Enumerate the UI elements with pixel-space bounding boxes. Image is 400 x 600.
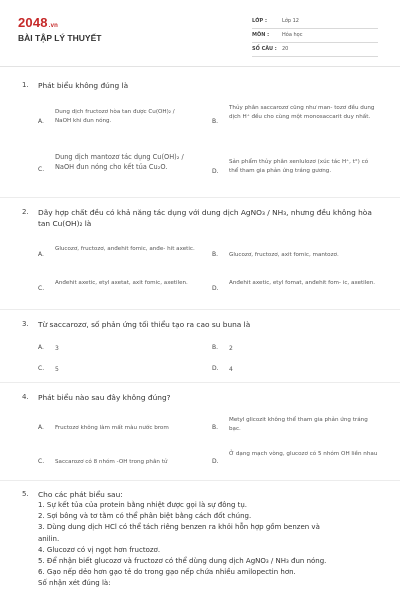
option-label: D. bbox=[212, 168, 219, 175]
question-text: Dãy hợp chất đều có khả năng tác dụng với dung dịch AgNO₃ / NH₃, nhưng đều không hòa tan Cu(OH)₂ là bbox=[38, 208, 372, 228]
meta-key: LỚP : bbox=[252, 18, 267, 24]
option-label: C. bbox=[38, 166, 45, 173]
question-separator bbox=[0, 480, 400, 481]
question-separator bbox=[0, 382, 400, 383]
option-text: Glucozơ, fructozơ, anđehit fomic, anđe- hit axetic. bbox=[55, 246, 195, 252]
option-text: Dung dịch mantozơ tác dụng Cu(OH)₂ / NaOH đun nóng cho kết tủa Cu₂O. bbox=[55, 153, 184, 171]
option-label: A. bbox=[38, 424, 44, 431]
option-label: A. bbox=[38, 251, 44, 258]
statement-list bbox=[38, 500, 388, 590]
option-text: 2 bbox=[229, 345, 233, 352]
option-label: D. bbox=[212, 365, 219, 372]
option-text: Metyl glicozit không thể tham gia phản ứng tráng bạc. bbox=[229, 417, 368, 432]
option-label: B. bbox=[212, 118, 219, 125]
meta-subject bbox=[252, 30, 378, 43]
logo-sub: .vn bbox=[48, 23, 59, 29]
option-text: 4 bbox=[229, 366, 233, 373]
meta-grade bbox=[252, 16, 378, 29]
option-label: B. bbox=[212, 424, 219, 431]
option-text: Thủy phân saccarozơ cũng như man- tozơ đều dung dịch H⁺ đều cho cùng một monosaccarit duy nhất. bbox=[229, 105, 375, 120]
option-label: B. bbox=[212, 344, 219, 351]
question-text: Từ saccarozơ, số phản ứng tối thiểu tạo ra cao su buna là bbox=[38, 320, 251, 329]
option-label: D. bbox=[212, 458, 219, 465]
question-number: 3. bbox=[22, 320, 29, 328]
worksheet-title: BÀI TẬP LÝ THUYẾT bbox=[18, 33, 102, 43]
page-header bbox=[0, 0, 400, 82]
question-number: 2. bbox=[22, 208, 29, 216]
logo-main: 2048 bbox=[18, 15, 48, 30]
meta-value: Hóa học bbox=[282, 32, 303, 38]
meta-value: Lớp 12 bbox=[282, 18, 299, 24]
statement: anilin. bbox=[38, 534, 60, 543]
option-text: 3 bbox=[55, 345, 59, 352]
meta-question-count bbox=[252, 44, 378, 57]
statement: 3. Dùng dung dịch HCl có thể tách riêng benzen ra khỏi hỗn hợp gồm benzen và bbox=[38, 523, 320, 532]
question-text: Phát biểu không đúng là bbox=[38, 81, 129, 90]
question-number: 5. bbox=[22, 490, 29, 498]
option-text: Saccarozơ có 8 nhóm -OH trong phân tử bbox=[55, 459, 168, 465]
option-label: A. bbox=[38, 118, 44, 125]
option-label: C. bbox=[38, 365, 45, 372]
meta-key: SỐ CÂU : bbox=[252, 46, 277, 52]
meta-value: 20 bbox=[282, 46, 289, 52]
option-text: Dung dịch fructozơ hòa tan được Cu(OH)₂ / NaOH khi đun nóng. bbox=[55, 109, 175, 124]
option-text: Fructozơ không làm mất màu nước brom bbox=[55, 425, 169, 431]
option-label: D. bbox=[212, 285, 219, 292]
option-text: Sản phẩm thủy phân xenlulozơ (xúc tác H⁺, t°) có thể tham gia phản ứng tráng gương. bbox=[229, 159, 369, 174]
statement: 2. Sợi bông và tơ tằm có thể phân biệt bằng cách đốt chúng. bbox=[38, 512, 252, 521]
question-number: 1. bbox=[22, 81, 29, 89]
meta-key: MÔN : bbox=[252, 32, 270, 38]
question-text: Cho các phát biểu sau: bbox=[38, 490, 123, 499]
question-number: 4. bbox=[22, 393, 29, 401]
option-text: Glucozơ, fructozơ, axit fomic, mantozơ. bbox=[229, 252, 339, 258]
statement: 6. Gạo nếp dẻo hơn gạo tẻ do trong gạo nếp chứa nhiều amilopectin hơn. bbox=[38, 568, 296, 577]
site-logo[interactable] bbox=[18, 15, 58, 30]
option-text: 5 bbox=[55, 366, 59, 373]
statement: 1. Sự kết tủa của protein bằng nhiệt được gọi là sự đông tụ. bbox=[38, 501, 248, 509]
option-label: C. bbox=[38, 285, 45, 292]
option-text: Anđehit axetic, etyl fomat, anđehit fom- ic, axetilen. bbox=[229, 280, 376, 286]
header-divider bbox=[0, 66, 400, 67]
question-separator bbox=[0, 197, 400, 198]
question-text: Phát biểu nào sau đây không đúng? bbox=[38, 393, 171, 402]
statement: 4. Glucozơ có vị ngọt hơn fructozơ. bbox=[38, 545, 161, 554]
question-separator bbox=[0, 309, 400, 310]
statement-prompt: Số nhận xét đúng là: bbox=[38, 579, 111, 588]
option-label: A. bbox=[38, 344, 44, 351]
option-label: B. bbox=[212, 251, 219, 258]
option-label: C. bbox=[38, 458, 45, 465]
option-text: Ở dạng mạch vòng, glucozơ có 5 nhóm OH liền nhau bbox=[229, 451, 378, 457]
option-text: Anđehit axetic, etyl axetat, axit fomic, axetilen. bbox=[55, 280, 188, 286]
statement: 5. Để nhận biết glucozơ và fructozơ có thể dùng dung dịch AgNO₃ / NH₃ đun nóng. bbox=[38, 557, 327, 566]
